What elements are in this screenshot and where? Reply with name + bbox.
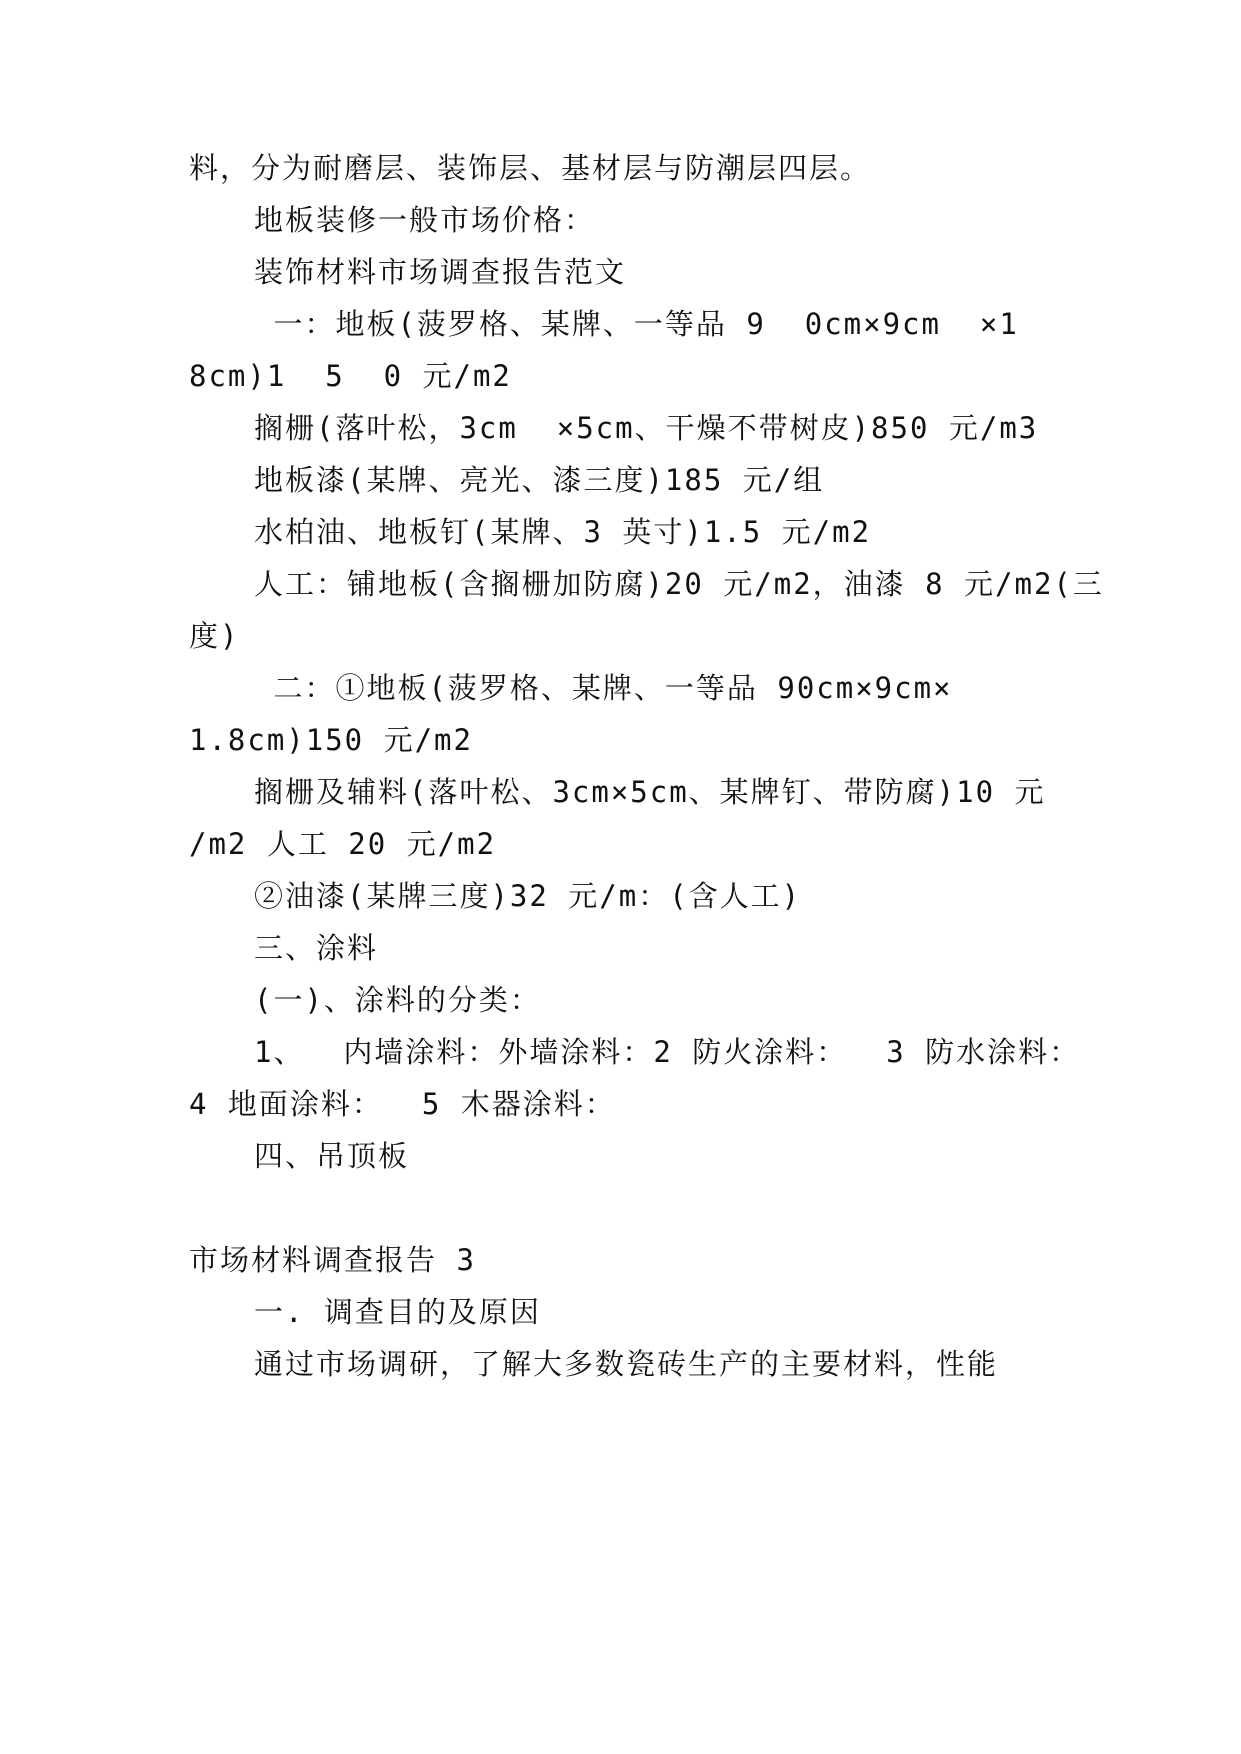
paragraph-line: 料，分为耐磨层、装饰层、基材层与防潮层四层。: [189, 151, 872, 185]
section-heading: 三、涂料: [254, 931, 379, 965]
paragraph-line: 1、 内墙涂料：外墙涂料：2 防火涂料： 3 防水涂料：: [254, 1035, 1081, 1069]
paragraph-line: 1.8cm)150 元/m2: [189, 723, 473, 757]
subsection-heading: (一)、涂料的分类：: [254, 983, 541, 1017]
paragraph-line: 通过市场调研，了解大多数瓷砖生产的主要材料，性能: [254, 1347, 999, 1381]
paragraph-line: 地板漆(某牌、亮光、漆三度)185 元/组: [254, 463, 825, 497]
section-heading: 四、吊顶板: [254, 1139, 410, 1173]
paragraph-line: 4 地面涂料： 5 木器涂料：: [189, 1087, 616, 1121]
document-title: 市场材料调查报告 3: [189, 1243, 476, 1277]
paragraph-line: 地板装修一般市场价格：: [254, 203, 596, 237]
paragraph-line: 搁栅(落叶松，3cm ×5cm、干燥不带树皮)850 元/m3: [254, 411, 1039, 445]
paragraph-line: 人工：铺地板(含搁栅加防腐)20 元/m2，油漆 8 元/m2(三: [254, 567, 1104, 601]
paragraph-line: 度): [189, 619, 240, 653]
paragraph-line: /m2 人工 20 元/m2: [189, 827, 497, 861]
paragraph-line: 二：①地板(菠罗格、某牌、一等品 90cm×9cm×: [254, 671, 953, 705]
section-heading: 装饰材料市场调查报告范文: [254, 255, 627, 289]
paragraph-line: 搁栅及辅料(落叶松、3cm×5cm、某牌钉、带防腐)10 元: [254, 775, 1046, 809]
paragraph-line: 一：地板(菠罗格、某牌、一等品 9 0cm×9cm ×1: [254, 307, 1019, 341]
section-heading: 一. 调查目的及原因: [254, 1295, 541, 1329]
paragraph-line: 水柏油、地板钉(某牌、3 英寸)1.5 元/m2: [254, 515, 872, 549]
paragraph-line: 8cm)1 5 0 元/m2: [189, 359, 512, 393]
paragraph-line: ②油漆(某牌三度)32 元/m：(含人工): [254, 879, 802, 913]
